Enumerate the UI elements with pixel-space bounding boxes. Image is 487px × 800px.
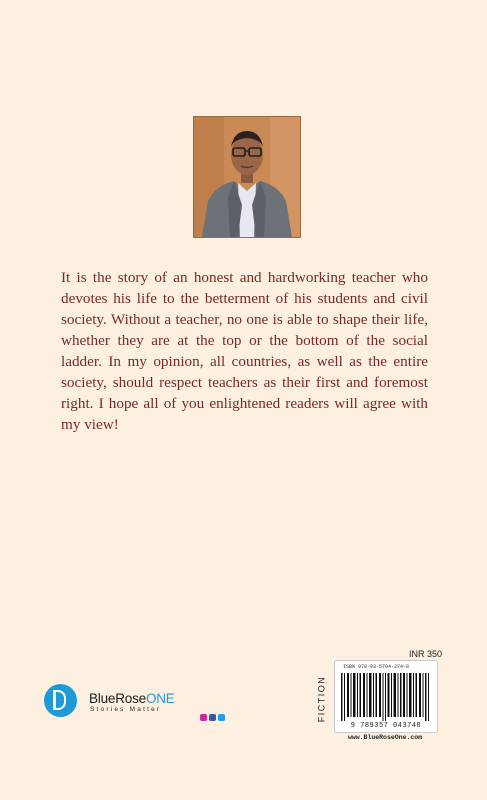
author-photo: [193, 116, 301, 238]
isbn-barcode: [334, 660, 438, 733]
back-cover-blurb: It is the story of an honest and hardworking teacher who devotes his life to the betterment of his students and civil society. Without a teacher, no one is able to shape their life, whether they are at the top or the bottom of the social ladder. In my opinion, all countries, as well as the entire society, should respect teachers as their first and foremost right. I hope all of you enlightened readers will agree with my view!: [61, 269, 428, 433]
publisher-name: [89, 691, 175, 706]
publisher-name-accent: ONE: [145, 691, 175, 706]
barcode-bars: [341, 673, 431, 721]
publisher-tagline: Stories Matter: [90, 706, 162, 713]
price-label: INR 350: [409, 649, 443, 659]
bluerose-logo-icon: [44, 684, 77, 717]
facebook-icon: [209, 714, 216, 721]
social-icons: [200, 714, 225, 721]
publisher-name-main: BlueRose: [89, 691, 146, 706]
isbn-label: ISBN 978-93-5704-374-8: [343, 664, 410, 670]
barcode-digits: 9 789357 043748: [350, 722, 422, 730]
publisher-logo: [44, 684, 194, 724]
instagram-icon: [200, 714, 207, 721]
publisher-website: www.BlueRoseOne.com: [347, 734, 423, 741]
twitter-icon: [218, 714, 225, 721]
genre-label: [311, 676, 331, 722]
genre-text: FICTION: [316, 675, 326, 723]
